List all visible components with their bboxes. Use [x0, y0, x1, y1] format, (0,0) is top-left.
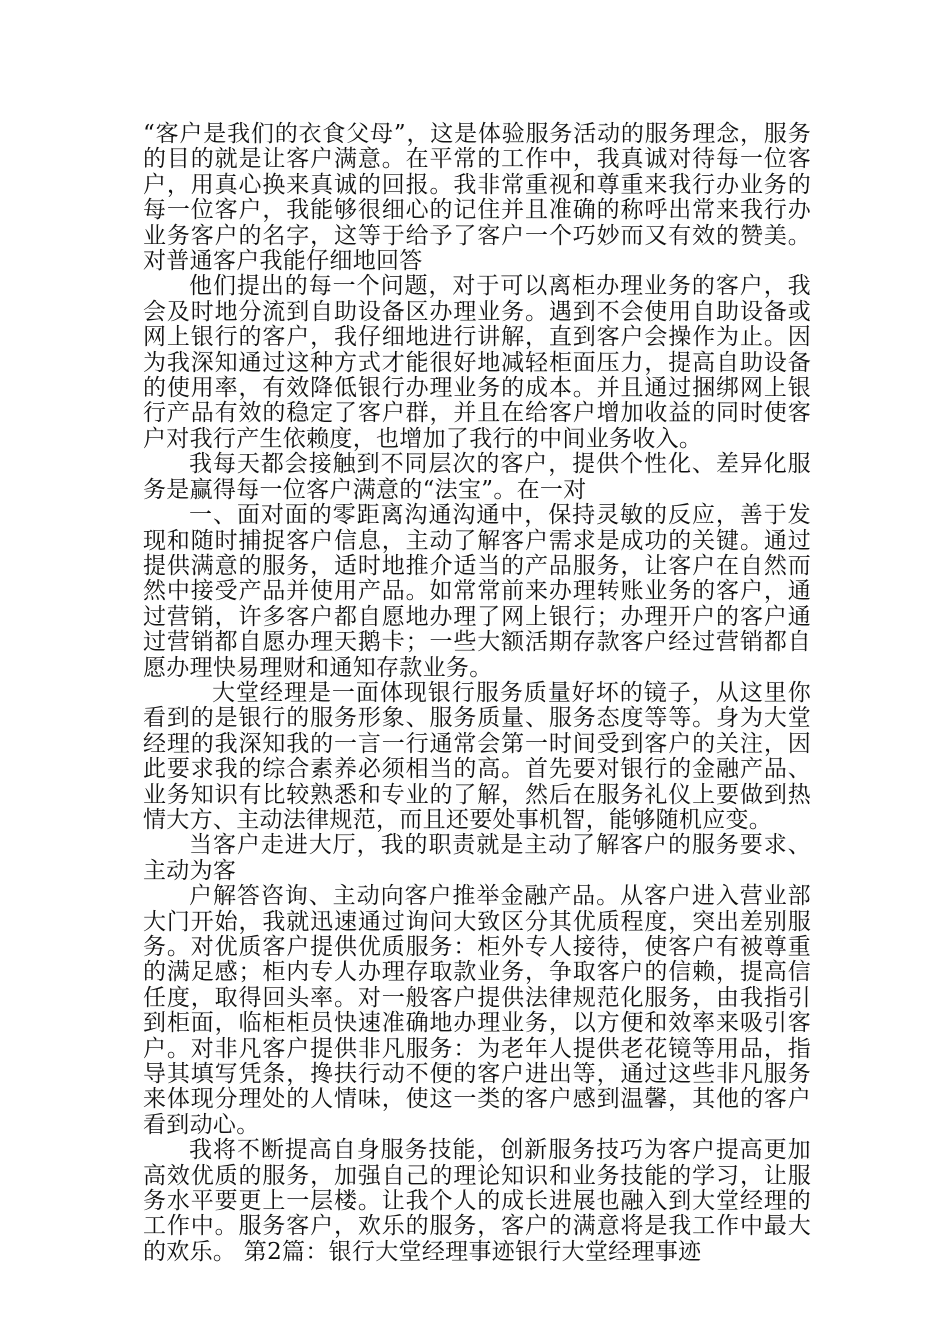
paragraph-4: 一、面对面的零距离沟通沟通中，保持灵敏的反应，善于发现和随时捕捉客户信息，主动了解客户需求是成功的关键。通过提供满意的服务，适时地推介适当的产品服务，让客户在自然而然中接受产品并使用产品。如常常前来办理转账业务的客户，通过营销，许多客户都自愿地办理了网上银行；办理开户的客户通过营销都自愿办理天鹅卡；一些大额活期存款客户经过营销都自愿办理快易理财和通知存款业务。 [143, 502, 811, 681]
paragraph-3: 我每天都会接触到不同层次的客户，提供个性化、差异化服务是赢得每一位客户满意的“法宝”。在一对 [143, 451, 811, 503]
paragraph-1: “客户是我们的衣食父母”，这是体验服务活动的服务理念，服务的目的就是让客户满意。在平常的工作中，我真诚对待每一位客户，用真心换来真诚的回报。我非常重视和尊重来我行办业务的每一位客户，我能够很细心的记住并且准确的称呼出常来我行办业务客户的名字，这等于给予了客户一个巧妙而又有效的赞美。对普通客户我能仔细地回答 [143, 121, 811, 275]
paragraph-8: 我将不断提高自身服务技能，创新服务技巧为客户提高更加高效优质的服务，加强自己的理论知识和业务技能的学习，让服务水平要更上一层楼。让我个人的成长进展也融入到大堂经理的工作中。服务客户，欢乐的服务，客户的满意将是我工作中最大的欢乐。 第2篇：银行大堂经理事迹银行大堂经理事迹 [143, 1137, 811, 1265]
document-body [143, 122, 811, 1265]
paragraph-7: 户解答咨询、主动向客户推举金融产品。从客户进入营业部大门开始，我就迅速通过询问大致区分其优质程度，突出差别服务。对优质客户提供优质服务：柜外专人接待，使客户有被尊重的满足感；柜内专人办理存取款业务，争取客户的信赖，提高信任度，取得回头率。对一般客户提供法律规范化服务，由我指引到柜面，临柜柜员快速准确地办理业务，以方便和效率来吸引客户。对非凡客户提供非凡服务：为老年人提供老花镜等用品，指导其填写凭条，搀扶行动不便的客户进出等，通过这些非凡服务来体现分理处的人情味，使这一类的客户感到温馨，其他的客户看到动心。 [143, 883, 811, 1138]
paragraph-5: 大堂经理是一面体现银行服务质量好坏的镜子，从这里你看到的是银行的服务形象、服务质量、服务态度等等。身为大堂经理的我深知我的一言一行通常会第一时间受到客户的关注，因此要求我的综合素养必须相当的高。首先要对银行的金融产品、业务知识有比较熟悉和专业的了解，然后在服务礼仪上要做到热情大方、主动法律规范，而且还要处事机智，能够随机应变。 [143, 679, 811, 833]
paragraph-6: 当客户走进大厅，我的职责就是主动了解客户的服务要求、主动为客 [143, 832, 811, 884]
paragraph-2: 他们提出的每一个问题，对于可以离柜办理业务的客户，我会及时地分流到自助设备区办理业务。遇到不会使用自助设备或网上银行的客户，我仔细地进行讲解，直到客户会操作为止。因为我深知通过这种方式才能很好地减轻柜面压力，提高自助设备的使用率，有效降低银行办理业务的成本。并且通过捆绑网上银行产品有效的稳定了客户群，并且在给客户增加收益的同时使客户对我行产生依赖度，也增加了我行的中间业务收入。 [143, 273, 811, 452]
